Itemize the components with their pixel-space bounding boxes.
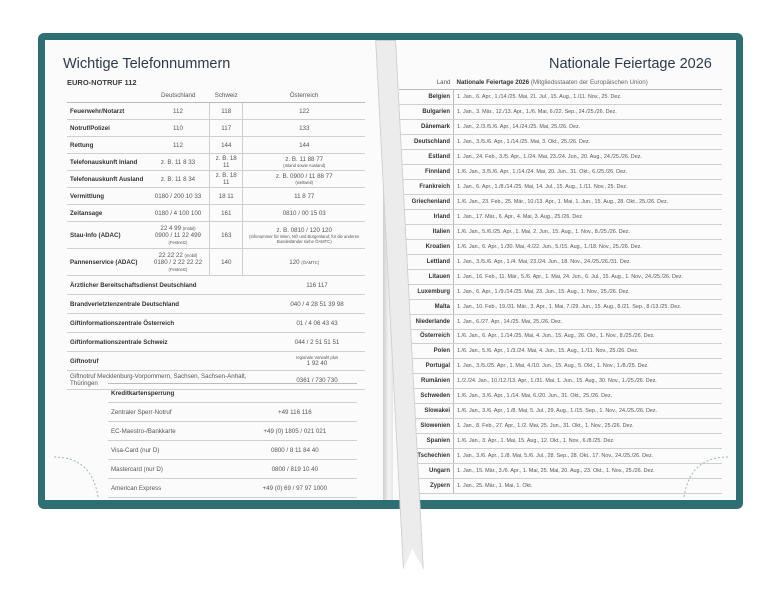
country-label: Tschechien (399, 449, 454, 464)
col-deutschland: Deutschland (147, 88, 209, 103)
country-label: Italien (399, 224, 454, 239)
country-label: Niederlande (399, 314, 454, 329)
table-row (399, 434, 722, 449)
table-row: Giftinformationszentrale Österreich 01 / 4 06 43 43 (67, 314, 365, 333)
table-row (399, 404, 722, 419)
table-row (399, 104, 722, 119)
card-heading: Kreditkartensperrung (108, 384, 357, 403)
country-label: Kroatien (399, 239, 454, 254)
holiday-dates: 1. Jan., 6. Apr., 1./8./14./25. Mai, 14. Jul., 15. Aug., 1./11. Nov., 25. Dez. (454, 179, 723, 194)
country-label: Irland (399, 209, 454, 224)
table-row (399, 479, 722, 494)
country-label: Finnland (399, 164, 454, 179)
holiday-dates: 1. Jan., 8. Feb., 27. Apr., 1./2. Mai, 25. Jun., 31. Okt., 1. Nov., 25./26. Dez. (454, 419, 723, 434)
holiday-dates: 1./6. Jan., 5./6./25. Apr., 1. Mai, 2. Jun., 15. Aug., 1. Nov., 8./25./26. Dez. (454, 224, 723, 239)
col-oesterreich: Österreich (243, 88, 365, 103)
col-schweiz: Schweiz (209, 88, 243, 103)
emergency-numbers-table (67, 88, 365, 276)
holiday-dates: 1. Jan., 17. Mär., 6. Apr., 4. Mai, 3. Aug., 25./26. Dez. (454, 209, 723, 224)
table-row (399, 389, 722, 404)
country-label: Rumänien (399, 374, 454, 389)
country-label: Polen (399, 344, 454, 359)
holiday-dates: 1. Jan., 15. Mär., 3./6. Apr., 1. Mai, 25. Mai, 20. Aug., 23. Okt., 1. Nov., 25./26. Dez. (454, 464, 723, 479)
table-row (399, 284, 722, 299)
country-label: Frankreich (399, 179, 454, 194)
country-label: Litauen (399, 269, 454, 284)
left-corner-ornament (52, 455, 102, 500)
country-label: Deutschland (399, 134, 454, 149)
holiday-dates: 1./6. Jan., 3./6. Apr., 1./14. Mai, 6./20. Jun., 31. Okt., 25./26. Dez. (454, 389, 723, 404)
holiday-dates: 1. Jan., 2./3./5./6. Apr., 14./24./25. Mai, 25./26. Dez. (454, 119, 723, 134)
table-row: Giftnotruf Mecklenburg-Vorpommern, Sachsen, Sachsen-Anhalt, Thüringen 0361 / 730 730 (67, 371, 365, 390)
holiday-dates: 1. Jan., 24. Feb., 3./5. Apr., 1./24. Mai, 23./24. Jun., 20. Aug., 24./25./26. Dez. (454, 149, 723, 164)
table-row: Zeitansage 0180 / 4 100 100 161 0810 / 00 15 03 (67, 205, 365, 222)
holiday-dates: 1./6. Jan., 5./6. Apr., 1./3./24. Mai, 4. Jun., 15. Aug., 1./11. Nov., 25./26. Dez. (454, 344, 723, 359)
table-row (399, 149, 722, 164)
page-title-holidays: Nationale Feiertage 2026 (549, 56, 712, 72)
table-row (399, 90, 722, 105)
country-label: Lettland (399, 254, 454, 269)
holiday-dates: 1. Jan., 16. Feb., 11. Mär., 5./6. Apr., 1. Mai, 24. Jun., 6. Jul., 15. Aug., 1. Nov., 24./25./26. Dez. (454, 269, 723, 284)
country-label: Spanien (399, 434, 454, 449)
table-row (399, 224, 722, 239)
country-label: Zypern (399, 479, 454, 494)
card-blocking-table (108, 383, 357, 498)
table-row (399, 314, 722, 329)
table-row (399, 299, 722, 314)
holiday-dates: 1. Jan., 6./27. Apr., 14./25. Mai, 25./26. Dez. (454, 314, 723, 329)
table-row: Visa-Card (nur D) 0800 / 8 11 84 40 (108, 441, 357, 460)
table-row: EC-Maestro-/Bankkarte +49 (0) 1805 / 021 021 (108, 422, 357, 441)
table-row: Notruf/Polizei 110 117 133 (67, 120, 365, 137)
holiday-dates: 1. Jan., 6. Apr., 1./9./14./25. Mai, 23. Jun., 15. Aug., 1. Nov., 25./26. Dez. (454, 284, 723, 299)
holiday-dates: 1./6. Jan., 3. Apr., 1. Mai, 15. Aug., 12. Okt., 1. Nov., 6./8./25. Dez. (454, 434, 723, 449)
country-label: Österreich (399, 329, 454, 344)
holiday-dates: 1./2./24. Jan., 10./12./13. Apr., 1./31. Mai, 1. Jun., 15. Aug., 30. Nov., 1./25./26. Dez. (454, 374, 723, 389)
holiday-dates: 1. Jan., 3./6. Apr., 1./8. Mai, 5./6. Jul., 28. Sep., 28. Okt., 17. Nov., 24./25./26. Dez. (454, 449, 723, 464)
table-row (399, 164, 722, 179)
table-row (399, 134, 722, 149)
holiday-dates: 1. Jan., 10. Feb., 19./31. Mär., 3. Apr., 1. Mai, 7./29. Jun., 15. Aug., 8./21. Sep., 8./13./25. Dez. (454, 299, 723, 314)
table-row (399, 344, 722, 359)
table-row (399, 179, 722, 194)
table-row (399, 119, 722, 134)
country-label: Malta (399, 299, 454, 314)
euro-notruf-label: EURO-NOTRUF 112 (67, 78, 137, 87)
holiday-dates: 1./6. Jan., 3./6. Apr., 1./8. Mai, 5. Jul., 29. Aug., 1./15. Sep., 1. Nov., 24./25./26. Dez. (454, 404, 723, 419)
page-title-phone-numbers: Wichtige Telefonnummern (63, 56, 231, 72)
table-row (399, 194, 722, 209)
table-row: Rettung 112 144 144 (67, 137, 365, 154)
table-row: Feuerwehr/Notarzt 112 118 122 (67, 103, 365, 120)
holidays-table (399, 75, 722, 494)
col-land: Land (399, 75, 454, 90)
table-row (399, 374, 722, 389)
table-row (399, 449, 722, 464)
country-label: Portugal (399, 359, 454, 374)
service-numbers-table (67, 276, 365, 390)
table-row (399, 254, 722, 269)
holiday-dates: 1./6. Jan., 6. Apr., 1./14./25. Mai, 4. Jun., 15. Aug., 26. Okt., 1. Nov., 8./25./26. Dez. (454, 329, 723, 344)
country-label: Slowakei (399, 404, 454, 419)
country-label: Bulgarien (399, 104, 454, 119)
country-label: Slowenien (399, 419, 454, 434)
table-row: Telefonauskunft Inland z. B. 11 8 33 z. B. 18 11 z. B. 11 88 77 (Inland sowie Ausland) (67, 154, 365, 171)
country-label: Griechenland (399, 194, 454, 209)
holiday-dates: 1. Jan., 6. Apr., 1./14./25. Mai, 21. Jul., 15. Aug., 1./11. Nov., 25. Dez. (454, 90, 723, 105)
country-label: Estland (399, 149, 454, 164)
table-row: Zentraler Sperr-Notruf +49 116 116 (108, 403, 357, 422)
table-row (399, 419, 722, 434)
table-row (399, 239, 722, 254)
table-row (399, 359, 722, 374)
table-row: Brandverletztenzentrale Deutschland 040 / 4 28 51 39 98 (67, 295, 365, 314)
table-row (399, 209, 722, 224)
holiday-dates: 1. Jan., 3./5./6. Apr., 1./14./25. Mai, 3. Okt., 25./26. Dez. (454, 134, 723, 149)
country-label: Schweden (399, 389, 454, 404)
table-row: Pannenservice (ADAC) 22 22 22 (mobil) 0180 / 2 22 22 22 (Festnetz) 140 120 (ÖAMTC) (67, 249, 365, 276)
table-row: Stau-Info (ADAC) 22 4 99 (mobil) 0900 / 11 22 499 (Festnetz) 163 z. B. 0810 / 120 120 (Infonummer für Wien, NÖ und Burgenland; für die anderen Bundesländer siehe ÖAMTC) (67, 222, 365, 249)
table-row: Mastercard (nur D) 0800 / 819 10 40 (108, 460, 357, 479)
country-label: Luxemburg (399, 284, 454, 299)
country-label: Dänemark (399, 119, 454, 134)
country-label: Ungarn (399, 464, 454, 479)
table-row: American Express +49 (0) 69 / 97 97 1000 (108, 479, 357, 498)
holiday-dates: 1./6. Jan., 6. Apr., 1./30. Mai, 4./22. Jun., 5./15. Aug., 1./18. Nov., 25./26. Dez. (454, 239, 723, 254)
table-row: Giftinformationszentrale Schweiz 044 / 2 51 51 51 (67, 333, 365, 352)
table-row (399, 329, 722, 344)
holiday-dates: 1. Jan., 3./5./6. Apr., 1./4. Mai, 23./24. Jun., 18. Nov., 24./25./26./31. Dez. (454, 254, 723, 269)
holiday-dates: 1. Jan., 3./5./25. Apr., 1. Mai, 4./10. Jun., 15. Aug., 5. Okt., 1. Nov., 1./8./25. Dez. (454, 359, 723, 374)
table-row (399, 269, 722, 284)
table-row: Vermittlung 0180 / 200 10 33 18 11 11 8 77 (67, 188, 365, 205)
holiday-dates: 1. Jan., 3. Mär., 12./13. Apr., 1./6. Mai, 6./22. Sep., 24./25./26. Dez. (454, 104, 723, 119)
table-row: Ärztlicher Bereitschaftsdienst Deutschland 116 117 (67, 276, 365, 295)
table-row: Telefonauskunft Ausland z. B. 11 8 34 z. B. 18 11 z. B. 0900 / 11 88 77 (weltweit) (67, 171, 365, 188)
table-row (399, 464, 722, 479)
table-row: Giftnotruf regionale Vorwahl plus 1 92 40 (67, 352, 365, 371)
country-label: Belgien (399, 90, 454, 105)
col-holidays: Nationale Feiertage 2026 (Mitgliedsstaaten der Europäischen Union) (454, 75, 723, 90)
holiday-dates: 1./6. Jan., 3./5./6. Apr., 1./14./24. Mai, 20. Jun., 31. Okt., 6./25./26. Dez. (454, 164, 723, 179)
holiday-dates: 1. Jan., 25. Mär., 1. Mai, 1. Okt. (454, 479, 723, 494)
holiday-dates: 1./6. Jan., 23. Feb., 25. Mär., 10./13. Apr., 1. Mai, 1. Jun., 15. Aug., 28. Okt., 25./26. Dez. (454, 194, 723, 209)
